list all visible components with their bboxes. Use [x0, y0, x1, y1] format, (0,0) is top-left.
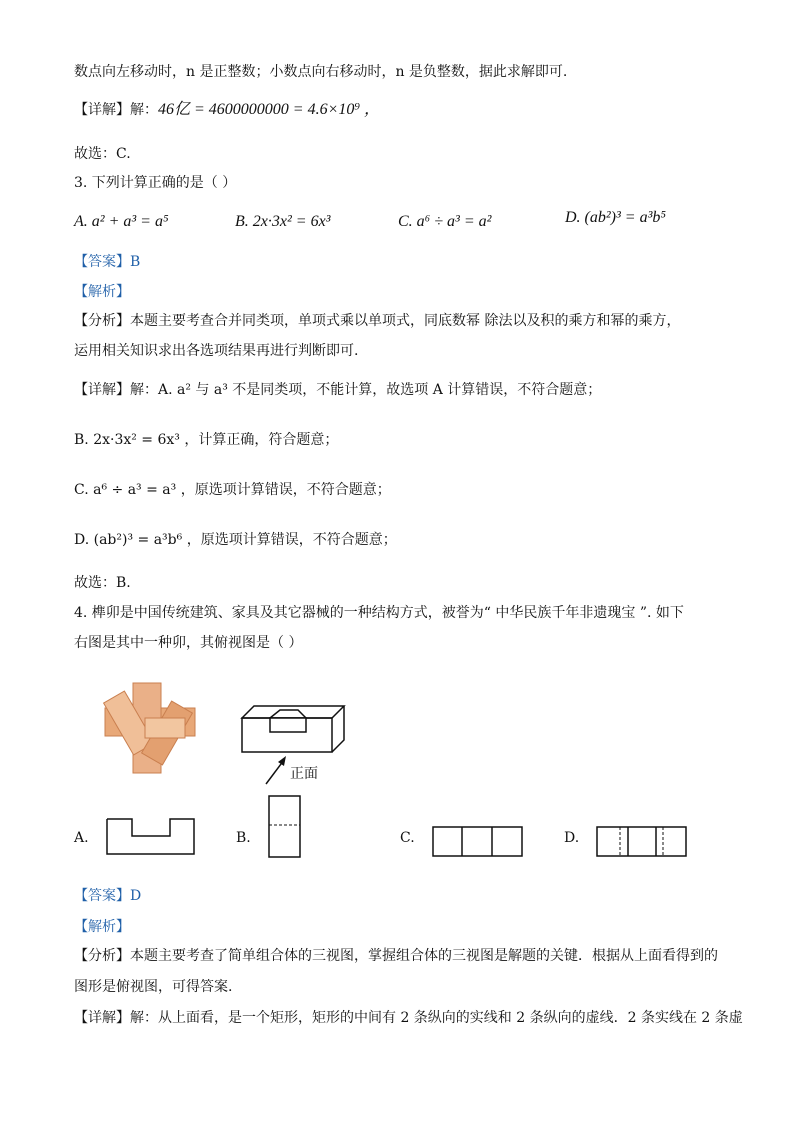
analysis-4-line1: 【分析】本题主要考查了简单组合体的三视图，掌握组合体的三视图是解题的关键．根据从上面看得到的: [74, 948, 718, 964]
answer-4: 【答案】D: [74, 888, 142, 904]
question-4-line1: 4. 榫卯是中国传统建筑、家具及其它器械的一种结构方式，被誉为“ 中华民族千年非遗瑰宝 ”. 如下: [74, 605, 684, 621]
wooden-puzzle-image: [95, 678, 205, 778]
mortise-3d-drawing: [240, 700, 350, 760]
q3-option-c: C. a⁶ ÷ a³ = a²: [398, 213, 492, 230]
detail-3d: D. (ab²)³ = a³b⁶ ，原选项计算错误，不符合题意；: [74, 532, 397, 548]
analysis-heading-3: 【解析】: [74, 284, 130, 300]
detail-3c: C. a⁶ ÷ a³ = a³ ，原选项计算错误，不符合题意；: [74, 482, 391, 498]
q4-option-a-figure: [106, 816, 196, 856]
question-4-line2: 右图是其中一种卯，其俯视图是（ ）: [74, 635, 303, 651]
q3-option-d: D. (ab²)³ = a³b⁵: [565, 209, 666, 226]
arrow-icon: [262, 752, 292, 788]
conclusion: 故选：C.: [74, 146, 131, 162]
q4-option-c-label: C.: [400, 830, 415, 846]
q3-option-a: A. a² + a³ = a⁵: [74, 213, 169, 230]
question-3: 3. 下列计算正确的是（ ）: [74, 175, 237, 191]
q4-option-d-figure: [596, 826, 688, 858]
detail-3b: B. 2x·3x² = 6x³ ，计算正确，符合题意；: [74, 432, 339, 448]
q4-option-b-label: B.: [236, 830, 251, 846]
q4-option-a-label: A.: [74, 830, 89, 846]
detail-3a: 【详解】解：A. a² 与 a³ 不是同类项，不能计算，故选项 A 计算错误，不符合题意；: [74, 382, 602, 398]
detail-4: 【详解】解：从上面看，是一个矩形，矩形的中间有 2 条纵向的实线和 2 条纵向的虚线．2 条实线在 2 条虚: [74, 1010, 743, 1026]
q4-option-b-figure: [268, 795, 302, 859]
math-expression: 46亿 = 4600000000 = 4.6×10⁹ ，: [158, 101, 380, 118]
answer-3: 【答案】B: [74, 254, 141, 270]
conclusion-3: 故选：B.: [74, 575, 131, 591]
q3-option-b: B. 2x·3x² = 6x³: [235, 213, 331, 230]
analysis-4-line2: 图形是俯视图，可得答案.: [74, 979, 233, 995]
front-label: 正面: [290, 766, 318, 782]
analysis-3-line1: 【分析】本题主要考查合并同类项，单项式乘以单项式，同底数幂 除法以及积的乘方和幂的乘方，: [74, 313, 681, 329]
detail-line: [74, 100, 380, 120]
analysis-3-line2: 运用相关知识求出各选项结果再进行判断即可.: [74, 343, 359, 359]
q4-option-d-label: D.: [564, 830, 580, 846]
text-line: 数点向左移动时，n 是正整数；小数点向右移动时，n 是负整数，据此求解即可.: [74, 64, 568, 80]
analysis-heading-4: 【解析】: [74, 919, 130, 935]
q4-option-c-figure: [432, 826, 524, 858]
detail-prefix: 【详解】解：: [74, 102, 158, 118]
